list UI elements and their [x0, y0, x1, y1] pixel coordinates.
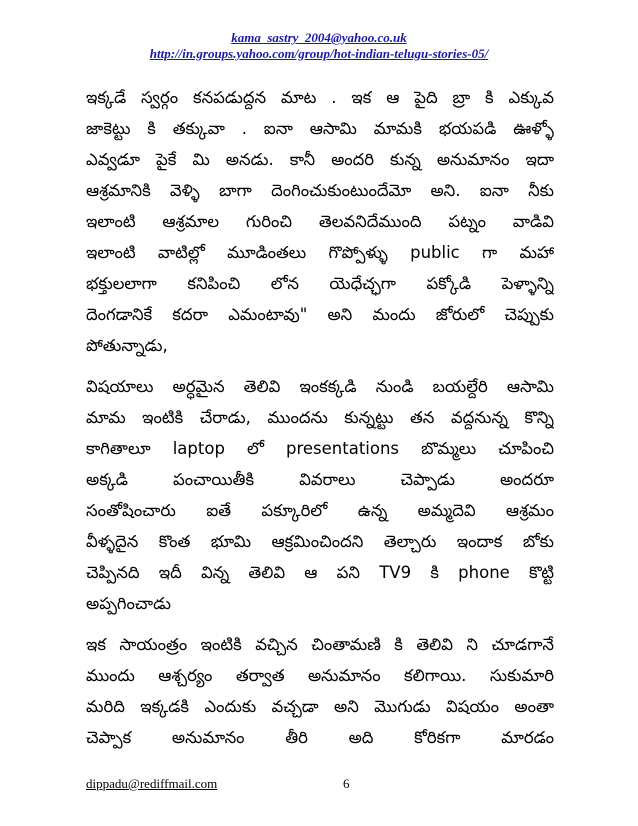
- text-line: కాగితాలూ laptop లో presentations బొమ్మలు చూపించి: [86, 439, 554, 458]
- page-header: [0, 30, 638, 62]
- text-line: ఇక సాయంత్రం ఇంటికి వచ్చిన చింతామణి కి తెలివి ని చూడగానే: [86, 635, 554, 654]
- paragraph-1: [86, 82, 554, 361]
- text-line: విషయాలు అర్ధమైన తెలివి ఇంకక్కడి నుండి బయల్దేరి ఆసామి: [86, 377, 554, 396]
- text-line: భక్తులలాగా కనిపించి లోన యెధేచ్ఛగా పక్కోడి పెళ్ళాన్ని: [86, 274, 554, 293]
- text-line: ఇలాంటి వాటిల్లో మూడింతలు గొప్పోళ్ళు public గా మహా: [86, 243, 554, 262]
- text-line: దెంగడానికే కదరా ఎమంటావు" అని మందు జోరులో చెప్పుకు: [86, 305, 554, 324]
- text-line: పోతున్నాడు,: [86, 336, 168, 355]
- text-line: చెప్పినది ఇదీ విన్న తెలివి ఆ పని TV9 కి phone కొట్టి: [86, 563, 554, 582]
- text-line: జాకెట్టు కి తక్కువా . ఐనా ఆసామి మామకి భయపడి ఊళ్ళో: [86, 119, 554, 138]
- text-line: ఆశ్రమానికి వెళ్ళి బాగా దెంగించుకుంటుందేమో అని. ఐనా నీకు: [86, 181, 554, 200]
- text-line: వీళ్ళదైన కొంత భూమి ఆక్రమించిందని తెల్చారు ఇందాక బోకు: [86, 532, 554, 551]
- paragraph-2: [86, 371, 554, 619]
- story-body: [86, 82, 554, 763]
- footer-email[interactable]: dippadu@rediffmail.com: [86, 776, 218, 791]
- text-line: మరిది ఇక్కడకి ఎందుకు వచ్చడా అని మొగుడు విషయం అంతా: [86, 697, 554, 716]
- text-line: ముందు ఆశ్చర్యం తర్వాత అనుమానం కలిగాయి. సుకుమారి: [86, 666, 554, 685]
- text-line: మామ ఇంటికి చేరాడు, ముందను కున్నట్టు తన వద్దనున్న కొన్ని: [86, 408, 554, 427]
- text-line: సంతోషించారు ఐతే పక్కూరిలో ఉన్న అమ్మదెవి ఆశ్రమం: [86, 501, 554, 520]
- text-line: అక్కడి పంచాయితీకి వివరాలు చెప్పాడు అందరూ: [86, 470, 554, 489]
- paragraph-3: [86, 629, 554, 753]
- text-line: ఎవ్వడూ పైకే మి అనడు. కానీ అందరి కున్న అనుమానం ఇదా: [86, 150, 554, 169]
- header-email-link[interactable]: kama_sastry_2004@yahoo.co.uk: [231, 30, 407, 45]
- text-line: అప్పగించాడు: [86, 594, 172, 613]
- page-number: 6: [343, 776, 350, 791]
- text-line: చెప్పాక అనుమానం తీరి అది కోరికగా మారడం: [86, 728, 554, 747]
- text-line: ఇక్కడే స్వర్గం కనపడుద్దన మాట . ఇక ఆ పైది బ్రా కి ఎక్కువ: [86, 88, 554, 107]
- header-group-url-link[interactable]: http://in.groups.yahoo.com/group/hot-indian-telugu-stories-05/: [149, 46, 489, 61]
- text-line: ఇలాంటి ఆశ్రమాల గురించి తెలవనిదేముంది పట్నం వాడివి: [86, 212, 554, 231]
